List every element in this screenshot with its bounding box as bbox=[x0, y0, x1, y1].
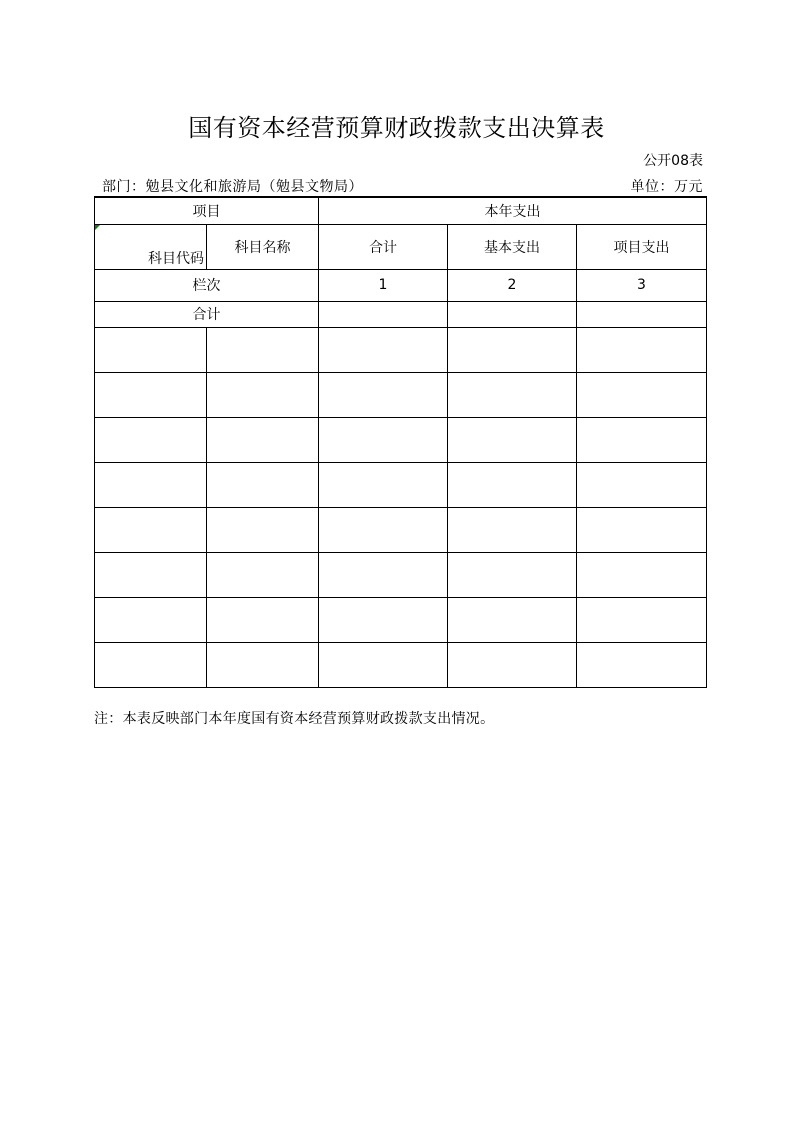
table-cell bbox=[95, 597, 207, 642]
report-title: 国有资本经营预算财政拨款支出决算表 bbox=[188, 114, 605, 142]
header-total: 合计 bbox=[319, 224, 448, 269]
total-basic bbox=[448, 301, 577, 327]
table-cell bbox=[577, 597, 707, 642]
header-basic-expense: 基本支出 bbox=[448, 224, 577, 269]
table-cell bbox=[95, 417, 207, 462]
table-cell bbox=[95, 552, 207, 597]
header-current-year: 本年支出 bbox=[319, 197, 707, 224]
form-code: 公开08表 bbox=[643, 153, 703, 169]
table-cell bbox=[448, 642, 577, 687]
header-project-expense: 项目支出 bbox=[577, 224, 707, 269]
table-cell bbox=[207, 327, 319, 372]
table-cell bbox=[207, 552, 319, 597]
total-row bbox=[95, 301, 707, 327]
header-subject-name: 科目名称 bbox=[207, 224, 319, 269]
header-row-2 bbox=[95, 224, 707, 269]
budget-table bbox=[94, 196, 707, 688]
table-row bbox=[95, 372, 707, 417]
table-cell bbox=[207, 462, 319, 507]
table-cell bbox=[448, 327, 577, 372]
total-row-label: 合计 bbox=[95, 301, 319, 327]
table-cell bbox=[319, 417, 448, 462]
table-cell bbox=[577, 327, 707, 372]
table-cell bbox=[207, 597, 319, 642]
header-subject-code bbox=[95, 224, 207, 269]
table-cell bbox=[319, 597, 448, 642]
table-cell bbox=[319, 327, 448, 372]
table-cell bbox=[577, 552, 707, 597]
table-cell bbox=[319, 372, 448, 417]
header-item: 项目 bbox=[95, 197, 319, 224]
table-cell bbox=[95, 327, 207, 372]
table-cell bbox=[319, 507, 448, 552]
table-cell bbox=[95, 462, 207, 507]
table-cell bbox=[448, 462, 577, 507]
table-cell bbox=[448, 552, 577, 597]
table-cell bbox=[207, 507, 319, 552]
table-row bbox=[95, 552, 707, 597]
table-cell bbox=[95, 642, 207, 687]
table-cell bbox=[207, 642, 319, 687]
table-cell bbox=[207, 372, 319, 417]
header-subject-code-label: 科目代码 bbox=[148, 250, 204, 267]
table-row bbox=[95, 507, 707, 552]
table-cell bbox=[448, 417, 577, 462]
table-cell bbox=[448, 597, 577, 642]
column-number-row bbox=[95, 269, 707, 301]
table-cell bbox=[448, 507, 577, 552]
column-number-1: 1 bbox=[319, 269, 448, 301]
table-cell bbox=[577, 417, 707, 462]
table-cell bbox=[207, 417, 319, 462]
table-row bbox=[95, 597, 707, 642]
header-row-1 bbox=[95, 197, 707, 224]
footnote: 注：本表反映部门本年度国有资本经营预算财政拨款支出情况。 bbox=[94, 711, 495, 727]
column-number-3: 3 bbox=[577, 269, 707, 301]
table-cell bbox=[319, 552, 448, 597]
table-cell bbox=[577, 372, 707, 417]
table-cell bbox=[577, 642, 707, 687]
table-cell bbox=[577, 507, 707, 552]
column-number-2: 2 bbox=[448, 269, 577, 301]
table-cell bbox=[95, 507, 207, 552]
total-project bbox=[577, 301, 707, 327]
table-row bbox=[95, 327, 707, 372]
column-number-label: 栏次 bbox=[95, 269, 319, 301]
total-amount bbox=[319, 301, 448, 327]
table-row bbox=[95, 642, 707, 687]
table-cell bbox=[319, 642, 448, 687]
department-label: 部门：勉县文化和旅游局（勉县文物局） bbox=[102, 179, 363, 195]
table-cell bbox=[95, 372, 207, 417]
table-row bbox=[95, 462, 707, 507]
table-cell bbox=[448, 372, 577, 417]
unit-label: 单位：万元 bbox=[630, 179, 703, 195]
table-cell bbox=[319, 462, 448, 507]
table-cell bbox=[577, 462, 707, 507]
comment-marker-icon bbox=[95, 225, 100, 230]
table-row bbox=[95, 417, 707, 462]
